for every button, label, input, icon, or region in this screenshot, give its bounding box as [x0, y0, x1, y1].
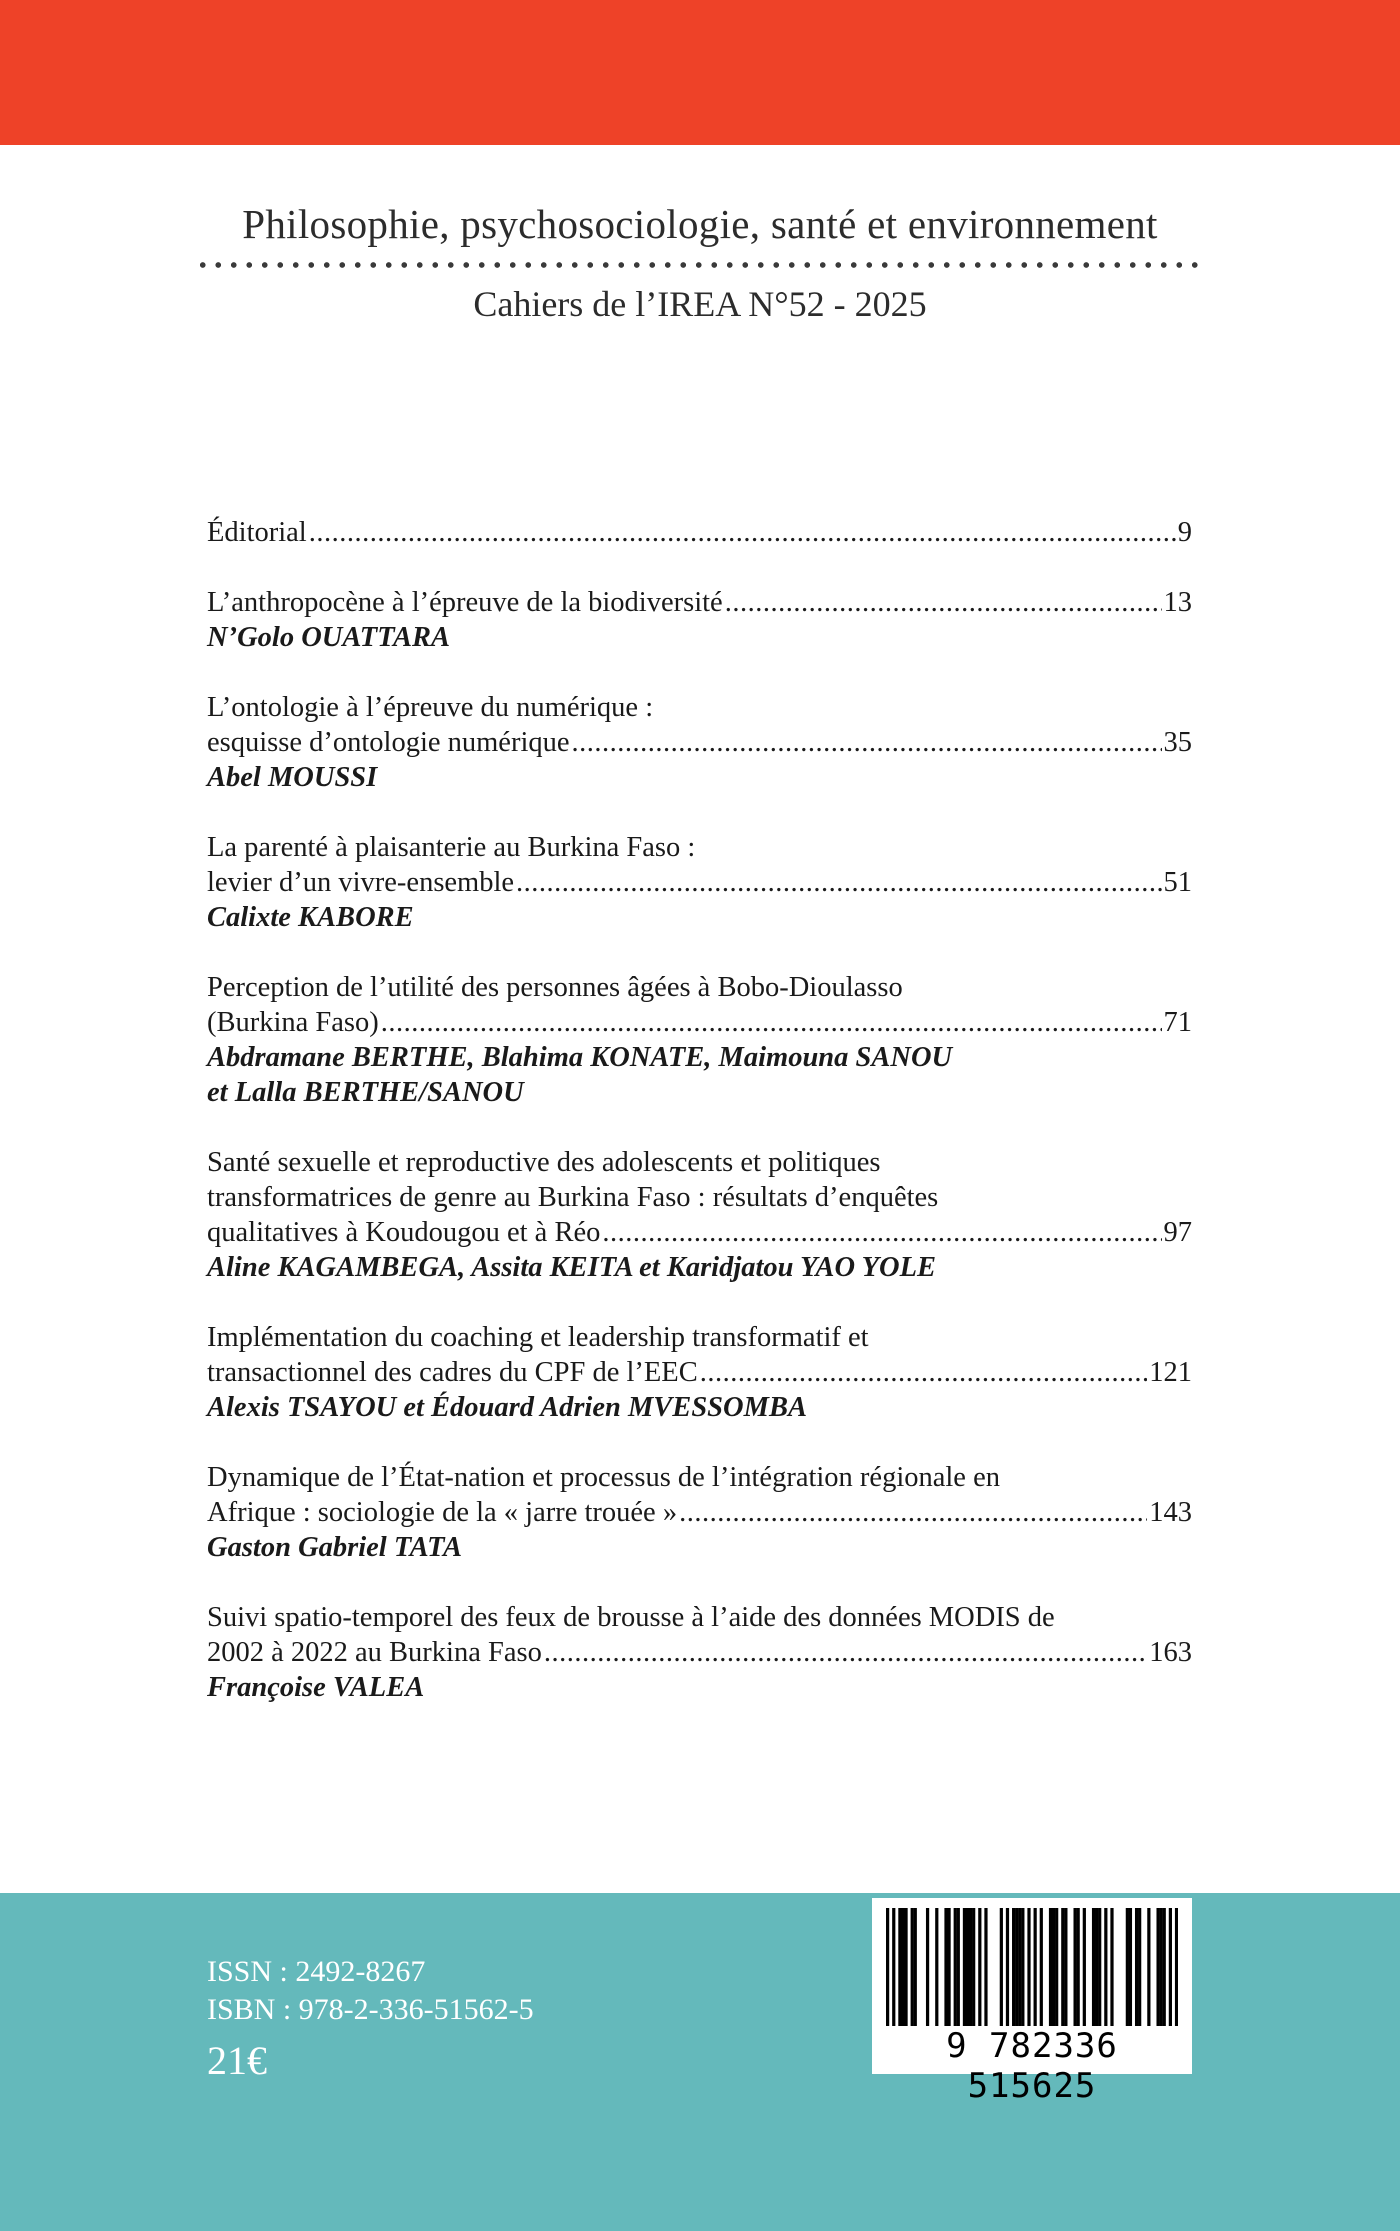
barcode-bar [969, 1908, 972, 2026]
barcode-bar [935, 1908, 938, 2026]
barcode-bar [1083, 1908, 1086, 2026]
barcode-bar [1027, 1908, 1030, 2026]
barcode-bar [1052, 1908, 1055, 2026]
toc-entry-title-line: L’ontologie à l’épreuve du numérique : [207, 692, 654, 723]
barcode-bar [1163, 1908, 1166, 2026]
barcode-bar [1000, 1908, 1003, 2026]
toc-dot-leader [516, 865, 1161, 900]
barcode-bar [963, 1908, 966, 2026]
barcode-bar [966, 1908, 969, 2026]
toc-entry-leader-line [207, 865, 1192, 900]
toc-entry-author: Abdramane BERTHE, Blahima KONATE, Maimouna SANOU [207, 1042, 953, 1073]
series-title: Philosophie, psychosociologie, santé et environnement [242, 201, 1158, 247]
toc-page-number: 143 [1149, 1497, 1192, 1528]
barcode-bar [1129, 1908, 1132, 2026]
toc-entry-author: Françoise VALEA [207, 1672, 425, 1703]
toc-entry [207, 1320, 1192, 1425]
barcode-bar [904, 1908, 907, 2026]
toc-entry [207, 970, 1192, 1110]
barcode-bar [954, 1908, 957, 2026]
cover-header [0, 200, 1400, 326]
barcode-bars [886, 1908, 1178, 2026]
barcode-bar [1104, 1908, 1107, 2026]
barcode-bar [892, 1908, 895, 2026]
toc-entry-author: Aline KAGAMBEGA, Assita KEITA et Karidjatou YAO YOLE [207, 1252, 937, 1283]
barcode-bar [886, 1908, 889, 2026]
toc-entry-title-line: Implémentation du coaching et leadership transformatif et [207, 1322, 869, 1353]
barcode-bar [898, 1908, 901, 2026]
toc-entry [207, 830, 1192, 935]
price-text: 21€ [207, 2038, 267, 2083]
toc-entry-title: L’anthropocène à l’épreuve de la biodiversité [207, 587, 723, 618]
toc-entry-author: Calixte KABORE [207, 902, 414, 933]
toc-entry-title: (Burkina Faso) [207, 1007, 379, 1038]
barcode-bar [984, 1908, 987, 2026]
toc-entry-title: transactionnel des cadres du CPF de l’EEC [207, 1357, 698, 1388]
isbn-text: ISBN : 978-2-336-51562-5 [207, 1993, 534, 2026]
top-color-band [0, 0, 1400, 145]
barcode-bar [1061, 1908, 1064, 2026]
toc-dot-leader [602, 1215, 1161, 1250]
toc-entry-leader-line [207, 1635, 1192, 1670]
toc-dot-leader [381, 1005, 1162, 1040]
barcode-bar [1006, 1908, 1009, 2026]
barcode-bar [1064, 1908, 1067, 2026]
barcode-bar [1077, 1908, 1080, 2026]
toc-dot-leader [572, 725, 1162, 760]
barcode-bar [926, 1908, 929, 2026]
publication-info [207, 1953, 534, 2089]
toc-entry-leader-line [207, 1495, 1192, 1530]
barcode-bar [1135, 1908, 1138, 2026]
toc-entry-author: N’Golo OUATTARA [207, 622, 451, 653]
issue-title: Cahiers de l’IREA N°52 - 2025 [473, 284, 927, 325]
toc-entry [207, 585, 1192, 655]
toc-entry-title: Éditorial [207, 517, 307, 548]
toc-entry-leader-line [207, 725, 1192, 760]
toc-entry-title-line: transformatrices de genre au Burkina Faso : résultats d’enquêtes [207, 1182, 939, 1213]
toc-page-number: 35 [1163, 727, 1192, 758]
toc-entry-title: Afrique : sociologie de la « jarre trouée » [207, 1497, 678, 1528]
barcode-bar [1055, 1908, 1058, 2026]
barcode-bar [1049, 1908, 1052, 2026]
barcode-bar [1021, 1908, 1024, 2026]
barcode-bar [978, 1908, 981, 2026]
barcode-bar [1018, 1908, 1021, 2026]
toc-entry-title-line: La parenté à plaisanterie au Burkina Faso : [207, 832, 696, 863]
barcode-bar [972, 1908, 975, 2026]
barcode-bar [1160, 1908, 1163, 2026]
barcode-bar [1092, 1908, 1095, 2026]
barcode-bar [1040, 1908, 1043, 2026]
toc-entry [207, 515, 1192, 550]
issn-text: ISSN : 2492-8267 [207, 1955, 426, 1988]
toc-entry-leader-line [207, 1355, 1192, 1390]
toc-entry-leader-line [207, 1005, 1192, 1040]
toc-dot-leader [700, 1355, 1148, 1390]
toc-entry-title: qualitatives à Koudougou et à Réo [207, 1217, 601, 1248]
barcode-bar [1138, 1908, 1141, 2026]
barcode-bar [911, 1908, 914, 2026]
barcode-bar [957, 1908, 960, 2026]
toc-dot-leader [725, 585, 1162, 620]
toc-entry-leader-line [207, 585, 1192, 620]
toc-entry-title-line: Dynamique de l’État-nation et processus de l’intégration régionale en [207, 1462, 1000, 1493]
toc-entry-title: levier d’un vivre-ensemble [207, 867, 515, 898]
toc-page-number: 51 [1163, 867, 1192, 898]
barcode-bar [1073, 1908, 1076, 2026]
barcode-bar [914, 1908, 917, 2026]
barcode-bar [1110, 1908, 1113, 2026]
barcode-digits: 9 782336 515625 [946, 2026, 1118, 2106]
barcode-bar [1147, 1908, 1150, 2026]
toc-entry-title-line: Santé sexuelle et reproductive des adolescents et politiques [207, 1147, 881, 1178]
toc-entry [207, 690, 1192, 795]
toc-dot-leader [679, 1495, 1147, 1530]
toc-entry-title: esquisse d’ontologie numérique [207, 727, 570, 758]
toc-page-number: 9 [1177, 517, 1192, 548]
barcode-bar [1169, 1908, 1172, 2026]
barcode-bar [1095, 1908, 1098, 2026]
barcode-bar [1012, 1908, 1015, 2026]
barcode [872, 1898, 1192, 2106]
barcode-bar [944, 1908, 947, 2026]
barcode-bar [1034, 1908, 1037, 2026]
toc-page-number: 121 [1149, 1357, 1192, 1388]
barcode-bar [901, 1908, 904, 2026]
toc-entry-leader-line [207, 515, 1192, 550]
barcode-bar [1015, 1908, 1018, 2026]
dotted-divider [195, 261, 1205, 269]
toc-entry-leader-line [207, 1215, 1192, 1250]
barcode-bar [947, 1908, 950, 2026]
toc-entry-author: Alexis TSAYOU et Édouard Adrien MVESSOMBA [207, 1392, 807, 1423]
toc-entry [207, 1145, 1192, 1285]
toc-page-number: 13 [1163, 587, 1192, 618]
barcode-bar [1126, 1908, 1129, 2026]
toc-dot-leader [309, 515, 1176, 550]
table-of-contents [207, 515, 1192, 1740]
toc-entry [207, 1460, 1192, 1565]
toc-entry-title-line: Perception de l’utilité des personnes âgées à Bobo-Dioulasso [207, 972, 903, 1003]
barcode-bar [1098, 1908, 1101, 2026]
toc-page-number: 97 [1163, 1217, 1192, 1248]
toc-entry-title-line: Suivi spatio-temporel des feux de brousse à l’aide des données MODIS de [207, 1602, 1055, 1633]
toc-page-number: 163 [1149, 1637, 1192, 1668]
toc-entry-author: Gaston Gabriel TATA [207, 1532, 462, 1563]
barcode-bar [1175, 1908, 1178, 2026]
toc-entry-author: et Lalla BERTHE/SANOU [207, 1077, 524, 1108]
toc-entry [207, 1600, 1192, 1705]
toc-dot-leader [544, 1635, 1147, 1670]
toc-entry-author: Abel MOUSSI [207, 762, 378, 793]
toc-page-number: 71 [1163, 1007, 1192, 1038]
barcode-bar [1156, 1908, 1159, 2026]
toc-entry-title: 2002 à 2022 au Burkina Faso [207, 1637, 542, 1668]
